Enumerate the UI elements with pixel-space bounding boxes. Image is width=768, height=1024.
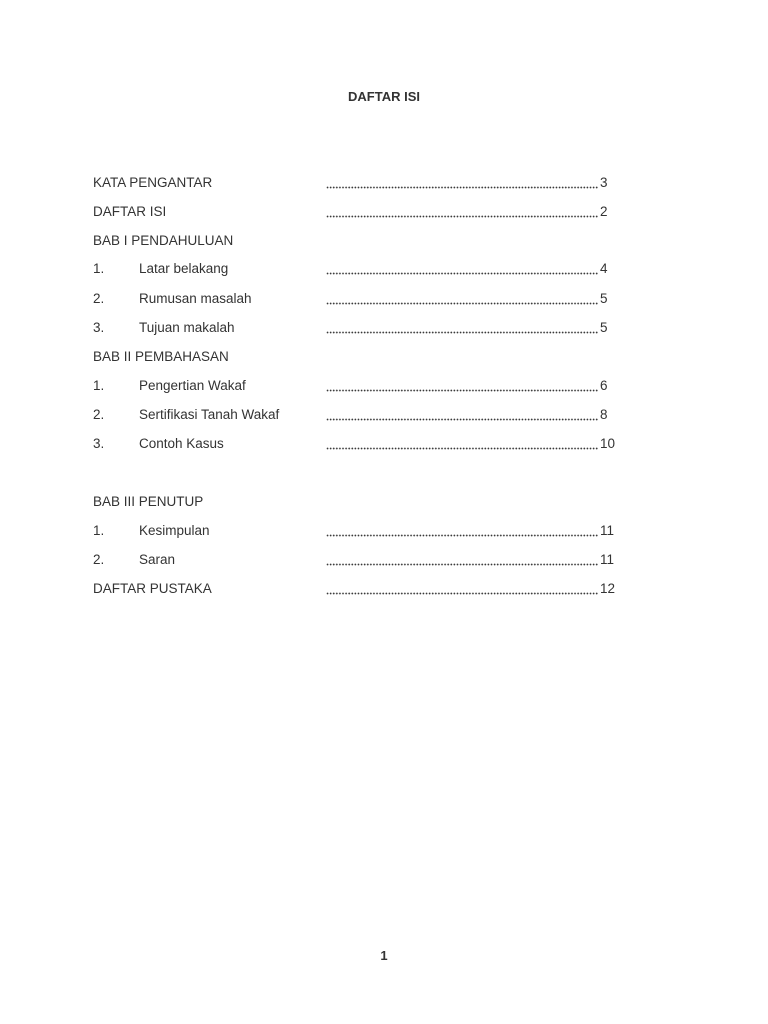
toc-entry-page: 8 [600,407,608,422]
toc-entry [0,436,768,452]
toc-entry [0,261,768,277]
toc-entry-label: Contoh Kasus [139,436,224,451]
toc-entry-leader [326,523,598,539]
item-number: 1. [93,261,105,276]
chapter-heading-label: BAB II PEMBAHASAN [93,349,229,364]
toc-entry [0,291,768,307]
toc-entry-label: KATA PENGANTAR [93,175,213,190]
item-number: 2. [93,407,105,422]
toc-entry-leader [326,552,598,568]
toc-entry-label: DAFTAR ISI [93,204,167,219]
toc-entry [0,204,768,220]
toc-entry-page: 12 [600,581,616,596]
item-number: 2. [93,291,105,306]
toc-entry [0,581,768,597]
chapter-heading [0,494,768,510]
toc-entry [0,320,768,336]
toc-entry [0,552,768,568]
toc-entry-leader [326,320,598,336]
toc-entry-leader [326,175,598,191]
page-number: 1 [380,948,388,963]
toc-entry-leader [326,291,598,307]
toc-entry [0,378,768,394]
toc-entry-page: 11 [600,523,615,538]
toc-entry-leader [326,261,598,277]
chapter-heading-label: BAB III PENUTUP [93,494,204,509]
item-number: 3. [93,436,105,451]
item-number: 3. [93,320,105,335]
toc-entry-label: Rumusan masalah [139,291,252,306]
item-number: 2. [93,552,105,567]
toc-entry-leader [326,436,598,452]
toc-entry-label: Latar belakang [139,261,229,276]
toc-entry-page: 11 [600,552,615,567]
item-number: 1. [93,523,105,538]
toc-entry-leader [326,407,598,423]
chapter-heading-label: BAB I PENDAHULUAN [93,233,234,248]
toc-entry-page: 5 [600,320,608,335]
toc-entry-page: 4 [600,261,608,276]
toc-entry-page: 2 [600,204,608,219]
toc-entry [0,407,768,423]
toc-entry [0,175,768,191]
toc-entry-leader [326,378,598,394]
toc-entry-label: Sertifikasi Tanah Wakaf [139,407,280,422]
toc-entry-label: DAFTAR PUSTAKA [93,581,212,596]
toc-entry [0,523,768,539]
chapter-heading [0,233,768,249]
toc-entry-label: Kesimpulan [139,523,210,538]
toc-entry-label: Tujuan makalah [139,320,235,335]
item-number: 1. [93,378,105,393]
toc-entry-page: 5 [600,291,608,306]
toc-entry-leader [326,204,598,220]
chapter-heading [0,349,768,365]
toc-entry-label: Saran [139,552,176,567]
toc-entry-label: Pengertian Wakaf [139,378,246,393]
toc-title: DAFTAR ISI [348,89,420,104]
toc-entry-page: 3 [600,175,608,190]
toc-entry-leader [326,581,598,597]
toc-entry-page: 6 [600,378,608,393]
toc-entry-page: 10 [600,436,616,451]
